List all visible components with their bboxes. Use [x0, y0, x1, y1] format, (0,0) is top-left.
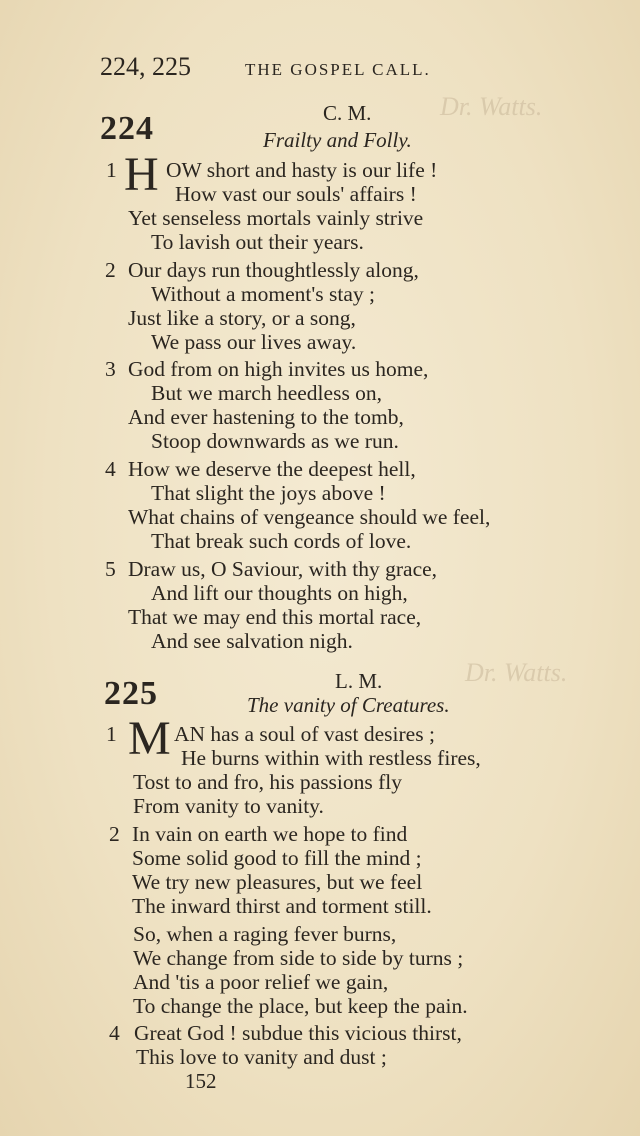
hymn-225-subtitle: The vanity of Creatures. — [247, 693, 450, 717]
verse-line: So, when a raging fever burns, — [133, 922, 397, 946]
verse-line: God from on high invites us home, — [128, 357, 429, 381]
verse-line: Great God ! subdue this vicious thirst, — [134, 1021, 462, 1045]
hymn-224-meter: C. M. — [323, 101, 372, 125]
verse-line: And see salvation nigh. — [151, 629, 353, 653]
verse-number: 4 — [109, 1021, 120, 1045]
verse-line: We pass our lives away. — [151, 330, 357, 354]
verse-line: What chains of vengeance should we feel, — [128, 505, 491, 529]
verse-number: 1 — [106, 158, 117, 182]
verse-line: We try new pleasures, but we feel — [132, 870, 423, 894]
verse-line: Yet senseless mortals vainly strive — [128, 206, 424, 230]
hymn-225-meter: L. M. — [335, 669, 383, 693]
hymn-224-annotation: Dr. Watts. — [440, 92, 543, 121]
hymn-224-subtitle: Frailty and Folly. — [263, 128, 412, 152]
verse-line: Some solid good to fill the mind ; — [132, 846, 422, 870]
verse-line: This love to vanity and dust ; — [136, 1045, 387, 1069]
verse-line: The inward thirst and torment still. — [132, 894, 432, 918]
verse-line: AN has a soul of vast desires ; — [174, 722, 435, 746]
verse-line: To lavish out their years. — [151, 230, 364, 254]
verse-number: 3 — [105, 357, 116, 381]
hymn-225-annotation: Dr. Watts. — [465, 658, 568, 687]
hymn-number-225: 225 — [104, 675, 158, 712]
running-title: THE GOSPEL CALL. — [245, 60, 431, 79]
verse-line: OW short and hasty is our life ! — [166, 158, 438, 182]
verse-line: How we deserve the deepest hell, — [128, 457, 416, 481]
drop-cap: M — [128, 712, 171, 765]
verse-line: From vanity to vanity. — [133, 794, 324, 818]
verse-number: 5 — [105, 557, 116, 581]
verse-line: Tost to and fro, his passions fly — [133, 770, 403, 794]
verse-number: 1 — [106, 722, 117, 746]
verse-line: That we may end this mortal race, — [128, 605, 422, 629]
verse-line: To change the place, but keep the pain. — [133, 994, 468, 1018]
verse-line: Without a moment's stay ; — [151, 282, 375, 306]
verse-line: That break such cords of love. — [151, 529, 412, 553]
verse-number: 4 — [105, 457, 116, 481]
running-hymn-numbers: 224, 225 — [100, 52, 191, 81]
verse-line: That slight the joys above ! — [151, 481, 386, 505]
verse-number: 2 — [109, 822, 120, 846]
verse-line: He burns within with restless fires, — [181, 746, 481, 770]
verse-line: Draw us, O Saviour, with thy grace, — [128, 557, 438, 581]
verse-line: Just like a story, or a song, — [128, 306, 356, 330]
verse-line: But we march heedless on, — [151, 381, 383, 405]
verse-line: We change from side to side by turns ; — [133, 946, 464, 970]
verse-line: Our days run thoughtlessly along, — [128, 258, 419, 282]
verse-line: And ever hastening to the tomb, — [128, 405, 404, 429]
verse-line: Stoop downwards as we run. — [151, 429, 399, 453]
verse-line: And lift our thoughts on high, — [151, 581, 408, 605]
verse-line: How vast our souls' affairs ! — [175, 182, 417, 206]
verse-line: And 'tis a poor relief we gain, — [133, 970, 389, 994]
drop-cap: H — [124, 148, 159, 201]
verse-line: In vain on earth we hope to find — [132, 822, 408, 846]
hymn-number-224: 224 — [100, 110, 154, 147]
page-number: 152 — [185, 1069, 217, 1093]
verse-number: 2 — [105, 258, 116, 282]
